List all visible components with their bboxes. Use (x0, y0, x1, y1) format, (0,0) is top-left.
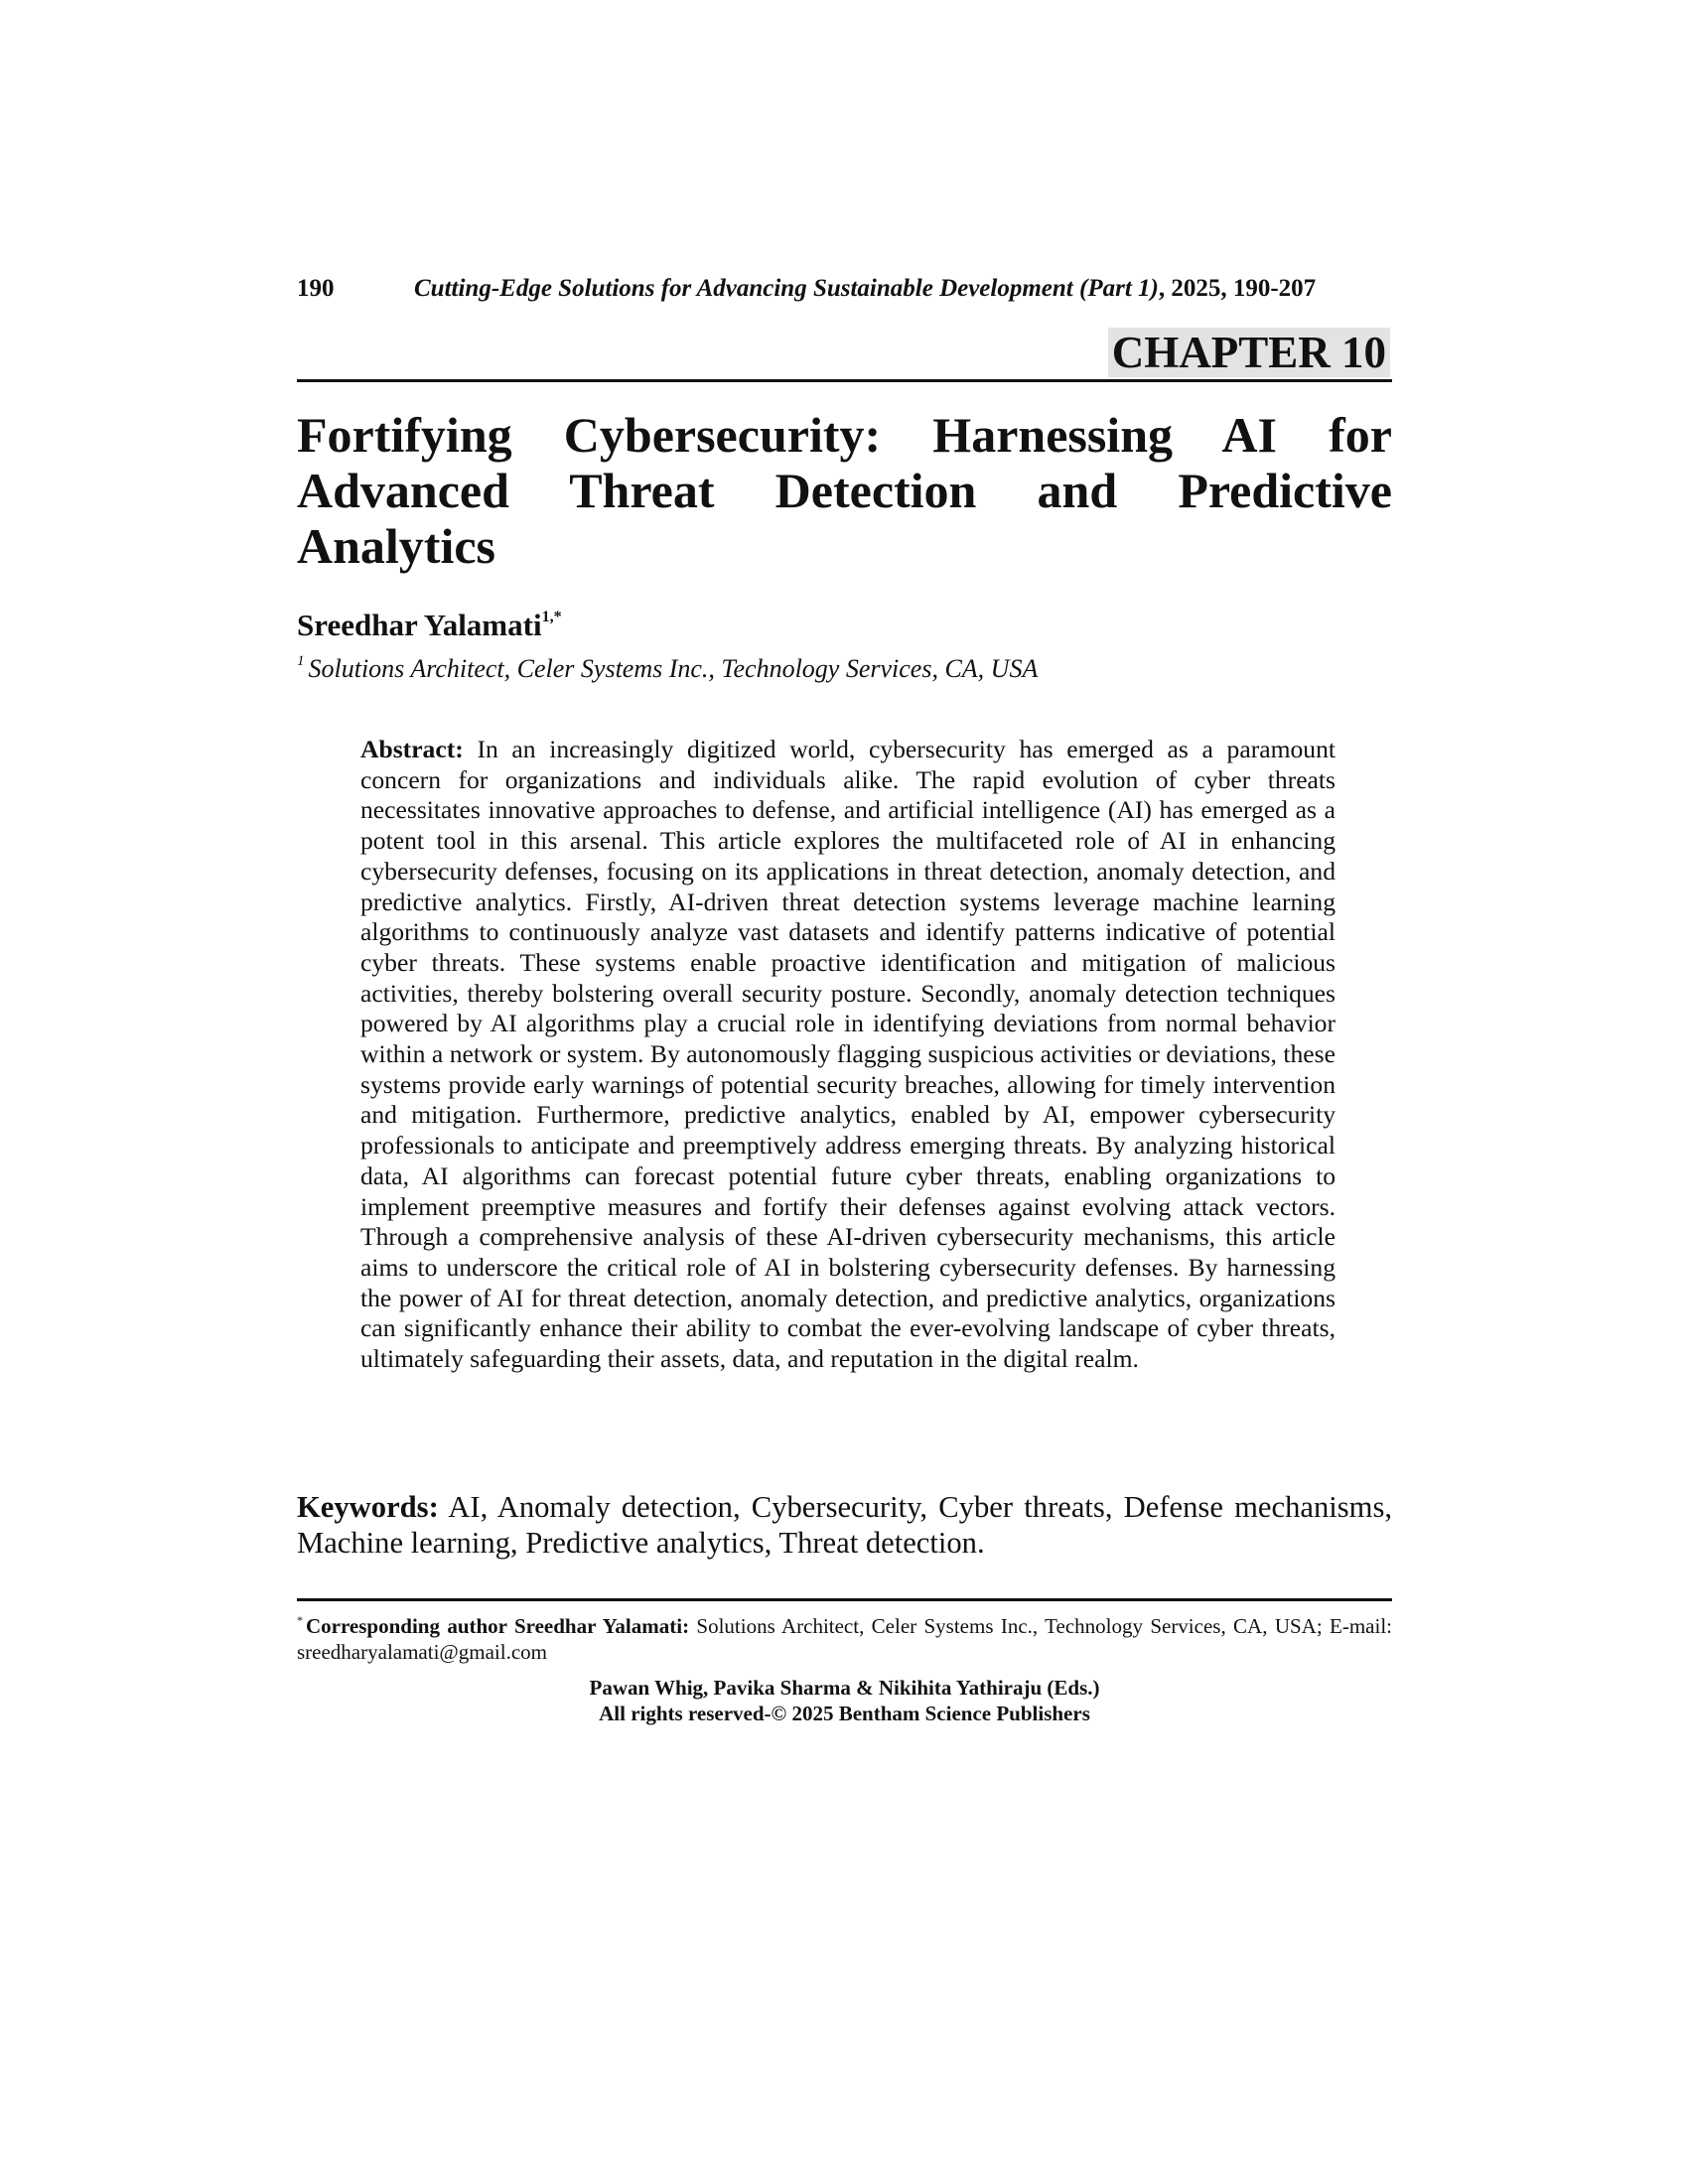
affiliation (297, 645, 1038, 685)
author-line (297, 600, 562, 643)
footnote-text: Solutions Architect, Celer Systems Inc., Technology Services, CA, USA; E-mail: sreedharyalamati@gmail.com (297, 1614, 1392, 1664)
publisher-block (297, 1675, 1392, 1726)
corresponding-author-footnote (297, 1598, 1392, 1665)
keywords-label: Keywords: (297, 1490, 439, 1524)
author-name: Sreedhar Yalamati (297, 608, 542, 642)
keywords (297, 1489, 1392, 1561)
chapter-header (297, 328, 1392, 382)
abstract (360, 735, 1336, 1375)
footnote-label: Corresponding author Sreedhar Yalamati: (306, 1614, 690, 1638)
abstract-label: Abstract: (360, 735, 464, 763)
page-number: 190 (297, 275, 335, 302)
abstract-text: In an increasingly digitized world, cybersecurity has emerged as a paramount concern for organizations and individuals alike. The rapid evolution of cyber threats necessitates innovative approaches to defense, and artificial intelligence (AI) has emerged as a potent tool in this arsenal. This article explores the multifaceted role of AI in enhancing cybersecurity defenses, focusing on its applications in threat detection, anomaly detection, and predictive analytics. Firstly, AI-driven threat detection systems leverage machine learning algorithms to continuously analyze vast datasets and identify patterns indicative of potential cyber threats. These systems enable proactive identification and mitigation of malicious activities, thereby bolstering overall security posture. Secondly, anomaly detection techniques powered by AI algorithms play a crucial role in identifying deviations from normal behavior within a network or system. By autonomously flagging suspicious activities or deviations, these systems provide early warnings of potential security breaches, allowing for timely intervention and mitigation. Furthermore, predictive analytics, enabled by AI, empower cybersecurity professionals to anticipate and preemptively address emerging threats. By analyzing historical data, AI algorithms can forecast potential future cyber threats, enabling organizations to implement preemptive measures and fortify their defenses against evolving attack vectors. Through a comprehensive analysis of these AI-driven cybersecurity mechanisms, this article aims to underscore the critical role of AI in bolstering cybersecurity defenses. By harnessing the power of AI for threat detection, anomaly detection, and predictive analytics, organizations can significantly enhance their ability to combat the ever-evolving landscape of cyber threats, ultimately safeguarding their assets, data, and reputation in the digital realm. (360, 735, 1336, 1374)
article-title: Fortifying Cybersecurity: Harnessing AI for Advanced Threat Detection and Predictive Analytics (297, 407, 1392, 574)
author-superscript: 1,* (541, 609, 562, 625)
copyright-line: All rights reserved-© 2025 Bentham Science Publishers (599, 1702, 1090, 1725)
affiliation-marker: 1 (297, 653, 305, 669)
chapter-label: CHAPTER 10 (1108, 328, 1390, 377)
book-year-pages: , 2025, 190-207 (1158, 275, 1317, 302)
affiliation-text: Solutions Architect, Celer Systems Inc., Technology Services, CA, USA (308, 654, 1039, 683)
running-head (297, 273, 1389, 305)
editors-line: Pawan Whig, Pavika Sharma & Nikihita Yathiraju (Eds.) (589, 1676, 1100, 1700)
keywords-text: AI, Anomaly detection, Cybersecurity, Cyber threats, Defense mechanisms, Machine learning, Predictive analytics, Threat detection. (297, 1490, 1392, 1560)
footnote-mark: * (297, 1613, 303, 1627)
book-title: Cutting-Edge Solutions for Advancing Sustainable Development (Part 1) (414, 275, 1159, 302)
